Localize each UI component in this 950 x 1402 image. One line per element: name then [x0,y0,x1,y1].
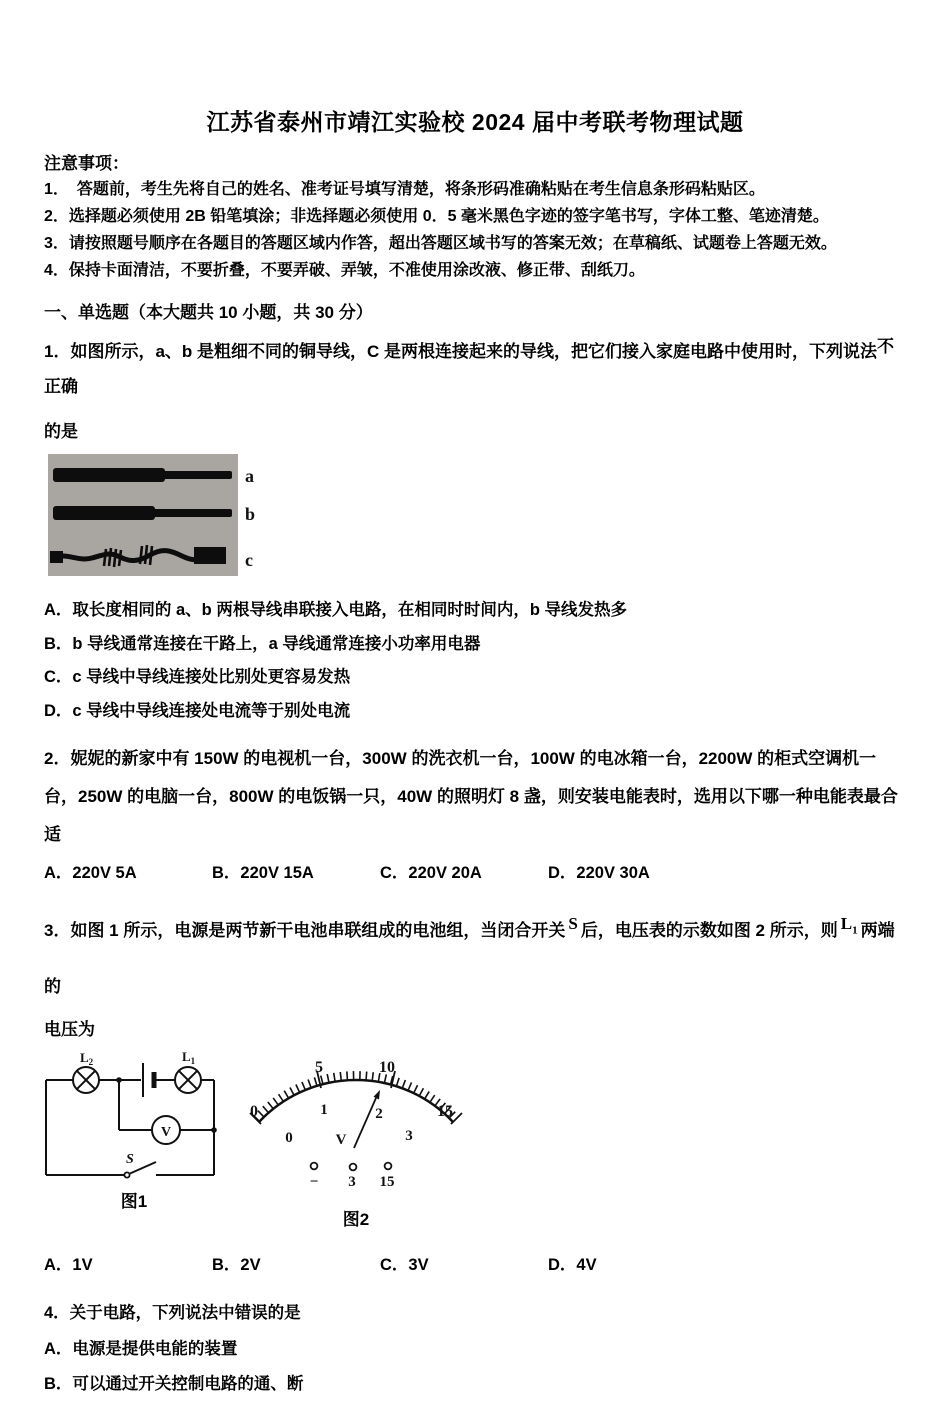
q3-stem-text-2: 后，电压表的示数如图 2 所示，则 [580,921,838,940]
q2-stem: 2．妮妮的新家中有 150W 的电视机一台，300W 的洗衣机一台，100W 的电冰箱一台，2200W 的柜式空调机一台，250W 的电脑一台，800W 的电饭锅一只，40W 的照明灯 8 盏，则安装电能表时，选用以下哪一种电能表最合适 [44,749,898,844]
section-heading: 一、单选题（本大题共 10 小题，共 30 分） [44,303,373,322]
outer-scale-5: 5 [315,1059,323,1077]
junction-dot-top [116,1078,122,1084]
notice-item-1: 1． 答题前，考生先将自己的姓名、准考证号填写清楚，将条形码准确粘贴在考生信息条形码粘贴区。 [44,181,765,198]
inner-scale-3: 3 [405,1128,413,1145]
notice-heading: 注意事项： [44,154,129,173]
terminal-minus-label: − [309,1174,319,1191]
q4-option-b: B．可以通过开关控制电路的通、断 [44,1375,304,1394]
q3-option-a: A．1V [44,1256,93,1275]
voltmeter-icon [152,1116,180,1144]
inner-scale-2: 2 [375,1106,383,1123]
q1-stem-tail: 的是 [44,422,78,441]
q4-option-a: A．电源是提供电能的装置 [44,1340,238,1359]
notice-item-2: 2．选择题必须使用 2B 铅笔填涂；非选择题必须使用 0．5 毫米黑色字迹的签字笔书写，字体工整、笔迹清楚。 [44,208,829,225]
q4-stem: 4．关于电路，下列说法中错误的是 [44,1304,301,1323]
dial-figure-block [246,1050,466,1230]
lamp-l1-icon [175,1067,201,1093]
notice-item-3: 3．请按照题号顺序在各题目的答题区域内作答，超出答题区域书写的答案无效；在草稿纸、试题卷上答题无效。 [44,235,837,252]
q2-option-b: B．220V 15A [212,864,314,882]
q3-option-d: D．4V [548,1256,597,1275]
outer-scale-0: 0 [250,1103,258,1121]
q2-option-a: A．220V 5A [44,864,137,882]
wire-label-c: c [245,550,253,570]
question-2 [44,740,906,892]
dial-unit-label: V [335,1132,347,1149]
terminal-15v-label: 15 [379,1174,395,1191]
wires-photo [48,454,260,576]
terminal-15v-post [385,1163,392,1170]
circuit-figure-block [44,1050,224,1212]
q3-figures-row [44,1050,906,1230]
q1-option-a: A．取长度相同的 a、b 两根导线串联接入电路，在相同时时间内，b 导线发热多 [44,601,628,619]
q3-lamp-symbol: $L_1$ [840,914,858,937]
q4-options [44,1332,906,1402]
q3-options [44,1246,906,1284]
q2-option-c: C．220V 20A [380,864,482,882]
q3-stem [44,906,906,1048]
q1-option-c: C．c 导线中导线连接处比别处更容易发热 [44,668,351,686]
q2-options [44,854,906,892]
q2-option-d: D．220V 30A [548,864,650,882]
q3-switch-symbol: S [568,914,578,933]
voltmeter-dial [246,1050,466,1200]
inner-scale-1: 1 [320,1102,328,1119]
outer-scale-15: 15 [437,1103,453,1121]
q1-stem-emphasis: 不正确 [44,337,895,396]
voltmeter-letter: V [160,1125,172,1141]
q3-stem-text-1: 3．如图 1 所示，电源是两节新干电池串联组成的电池组，当闭合开关 [44,921,566,940]
notice-section [44,152,906,284]
junction-dot-right [211,1128,217,1134]
q1-wires-photo-figure [48,454,906,576]
wire-label-a: a [245,466,254,486]
outer-scale-10: 10 [379,1059,395,1077]
q1-stem [44,332,906,452]
terminal-minus-post [311,1163,318,1170]
notice-item-4: 4．保持卡面清洁，不要折叠，不要弄破、弄皱，不准使用涂改液、修正带、刮纸刀。 [44,262,645,279]
dial-arc [259,1080,453,1122]
q1-stem-text: 1．如图所示，a、b 是粗细不同的铜导线，C 是两根连接起来的导线，把它们接入家庭电路中使用时，下列说法 [44,342,878,361]
page-title: 江苏省泰州市靖江实验校 2024 届中考联考物理试题 [206,109,744,135]
q3-stem-text-3: 两端的 [44,921,895,997]
dial-ticks [256,1076,456,1119]
terminal-3v-post [350,1164,357,1171]
q1-option-b: B．b 导线通常连接在干路上，a 导线通常连接小功率用电器 [44,634,481,653]
label-switch: S [126,1152,134,1168]
q3-stem-line2: 电压为 [44,1020,95,1040]
circuit-diagram [44,1050,224,1182]
lamp-l2-icon [73,1067,99,1093]
wire-label-b: b [245,504,256,524]
label-l1: $L_1$ [182,1049,196,1067]
q3-option-c: C．3V [380,1256,429,1275]
q1-options [44,594,906,728]
fig2-caption: 图2 [342,1210,370,1230]
question-3 [44,906,906,1284]
battery-icon [143,1063,154,1097]
terminal-3v-label: 3 [348,1174,356,1191]
q3-option-b: B．2V [212,1256,261,1275]
question-1 [44,332,906,728]
fig1-caption: 图1 [120,1192,148,1212]
inner-scale-0: 0 [285,1130,293,1147]
question-4 [44,1298,906,1402]
q1-option-d: D．c 导线中导线连接处电流等于别处电流 [44,701,351,720]
dial-terminals [310,1163,395,1190]
label-l2: $L_2$ [80,1050,94,1068]
